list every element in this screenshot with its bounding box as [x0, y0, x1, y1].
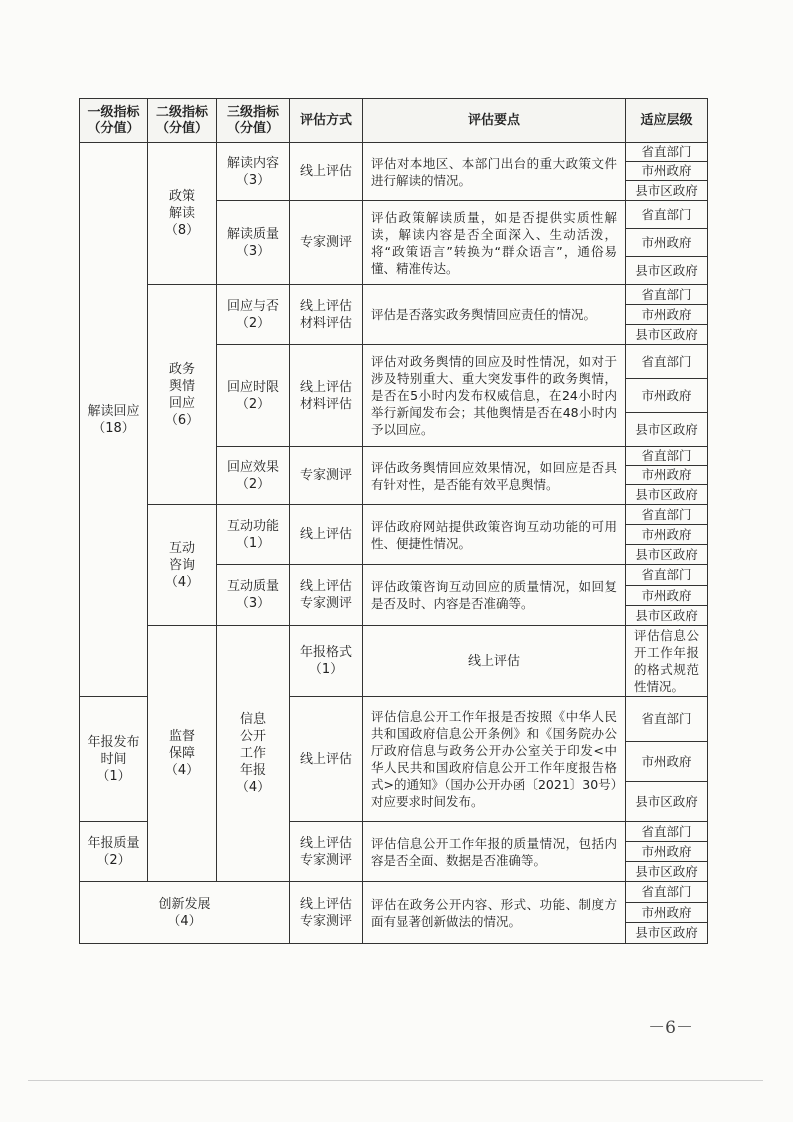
evaluation-table — [79, 98, 708, 944]
method-hyyf: 线上评估 材料评估 — [290, 285, 363, 345]
l3-nbgs: 年报格式 （1） — [290, 626, 363, 697]
header-level2: 二级指标 （分值） — [148, 99, 217, 143]
level-city: 市州政府 — [626, 305, 708, 325]
l3-hyyf: 回应与否 （2） — [217, 285, 290, 345]
footer-divider — [28, 1080, 763, 1081]
table-row — [80, 285, 708, 305]
level-province: 省直部门 — [626, 447, 708, 466]
level-city: 市州政府 — [626, 742, 708, 782]
l3-jdzl: 解读质量 （3） — [217, 201, 290, 285]
level-county: 县市区政府 — [626, 413, 708, 447]
table-row — [80, 882, 708, 903]
level-city: 市州政府 — [626, 842, 708, 862]
desc-jdzl: 评估政策解读质量，如是否提供实质性解读，解读内容是否全面深入、生动活泼，将“政策语言”转换为“群众语言”，通俗易懂、精准传达。 — [363, 201, 626, 285]
level-city: 市州政府 — [626, 466, 708, 485]
level-county: 县市区政府 — [626, 923, 708, 944]
table-row — [80, 626, 708, 649]
l3-nbzl: 年报质量 （2） — [80, 822, 148, 882]
level-province: 省直部门 — [626, 143, 708, 162]
table-row — [80, 143, 708, 162]
desc-cxfz: 评估在政务公开内容、形式、功能、制度方面有显著创新做法的情况。 — [363, 882, 626, 944]
method-nbfb: 线上评估 — [290, 697, 363, 822]
header-method: 评估方式 — [290, 99, 363, 143]
table-row — [80, 505, 708, 525]
desc-hyxg: 评估政务舆情回应效果情况，如回应是否具有针对性，是否能有效平息舆情。 — [363, 447, 626, 505]
l2-yuqing: 政务 舆情 回应 （6） — [148, 285, 217, 505]
desc-nbzl: 评估信息公开工作年报的质量情况，包括内容是否全面、数据是否准确等。 — [363, 822, 626, 882]
level-city: 市州政府 — [626, 525, 708, 545]
level-province: 省直部门 — [626, 285, 708, 305]
level-city: 市州政府 — [626, 903, 708, 923]
l2-zhengce: 政策 解读 （8） — [148, 143, 217, 285]
desc-hdzl: 评估政策咨询互动回应的质量情况，如回复是否及时、内容是否准确等。 — [363, 565, 626, 626]
desc-nbfb: 评估信息公开工作年报是否按照《中华人民共和国政府信息公开条例》和《国务院办公厅政府信息与政务公开办公室关于印发<中华人民共和国政府信息公开工作年度报告格式>的通知》（国办公开办函〔2021〕30号）对应要求时间发布。 — [363, 697, 626, 822]
level-province: 省直部门 — [626, 201, 708, 229]
l2-nianbao: 信息 公开 工作 年报 （4） — [217, 626, 290, 882]
header-level1: 一级指标 （分值） — [80, 99, 148, 143]
method-hysx: 线上评估 材料评估 — [290, 345, 363, 447]
method-nbgs: 线上评估 — [363, 626, 626, 697]
desc-hdgn: 评估政府网站提供政策咨询互动功能的可用性、便捷性情况。 — [363, 505, 626, 565]
l3-nbfb: 年报发布 时间 （1） — [80, 697, 148, 822]
method-jdzl: 专家测评 — [290, 201, 363, 285]
l3-hdzl: 互动质量 （3） — [217, 565, 290, 626]
level-county: 县市区政府 — [626, 325, 708, 345]
l1-jiedu: 解读回应 （18） — [80, 143, 148, 697]
method-hyxg: 专家测评 — [290, 447, 363, 505]
level-province: 省直部门 — [626, 697, 708, 742]
l3-hyxg: 回应效果 （2） — [217, 447, 290, 505]
level-county: 县市区政府 — [626, 485, 708, 505]
desc-hyyf: 评估是否落实政务舆情回应责任的情况。 — [363, 285, 626, 345]
level-county: 县市区政府 — [626, 257, 708, 285]
method-nbzl: 线上评估 专家测评 — [290, 822, 363, 882]
method-hdgn: 线上评估 — [290, 505, 363, 565]
header-level3: 三级指标 （分值） — [217, 99, 290, 143]
l3-hdgn: 互动功能 （1） — [217, 505, 290, 565]
level-province: 省直部门 — [626, 345, 708, 379]
header-points: 评估要点 — [363, 99, 626, 143]
l2-hudong: 互动 咨询 （4） — [148, 505, 217, 626]
level-county: 县市区政府 — [626, 606, 708, 626]
level-province: 省直部门 — [626, 565, 708, 586]
page-number: －6－ — [648, 1018, 693, 1038]
header-level: 适应层级 — [626, 99, 708, 143]
method-cxfz: 线上评估 专家测评 — [290, 882, 363, 944]
l1-jiandu: 监督 保障 （4） — [148, 626, 217, 882]
l3-hysx: 回应时限 （2） — [217, 345, 290, 447]
method-hdzl: 线上评估 专家测评 — [290, 565, 363, 626]
level-county: 县市区政府 — [626, 782, 708, 822]
level-city: 市州政府 — [626, 162, 708, 181]
level-province: 省直部门 — [626, 505, 708, 525]
level-county: 县市区政府 — [626, 545, 708, 565]
desc-hysx: 评估对政务舆情的回应及时性情况，如对于涉及特别重大、重大突发事件的政务舆情，是否在5小时内发布权威信息，在24小时内举行新闻发布会；其他舆情是否在48小时内予以回应。 — [363, 345, 626, 447]
level-province: 省直部门 — [626, 882, 708, 903]
table-header-row — [80, 99, 708, 143]
level-county: 县市区政府 — [626, 181, 708, 201]
level-city: 市州政府 — [626, 586, 708, 606]
desc-nbgs: 评估信息公开工作年报的格式规范性情况。 — [626, 626, 708, 697]
method-jdnr: 线上评估 — [290, 143, 363, 201]
level-county: 县市区政府 — [626, 862, 708, 882]
level-city: 市州政府 — [626, 229, 708, 257]
desc-jdnr: 评估对本地区、本部门出台的重大政策文件进行解读的情况。 — [363, 143, 626, 201]
level-city: 市州政府 — [626, 379, 708, 413]
l1-chuangxin: 创新发展 （4） — [80, 882, 290, 944]
level-province: 省直部门 — [626, 822, 708, 842]
l3-jdnr: 解读内容 （3） — [217, 143, 290, 201]
